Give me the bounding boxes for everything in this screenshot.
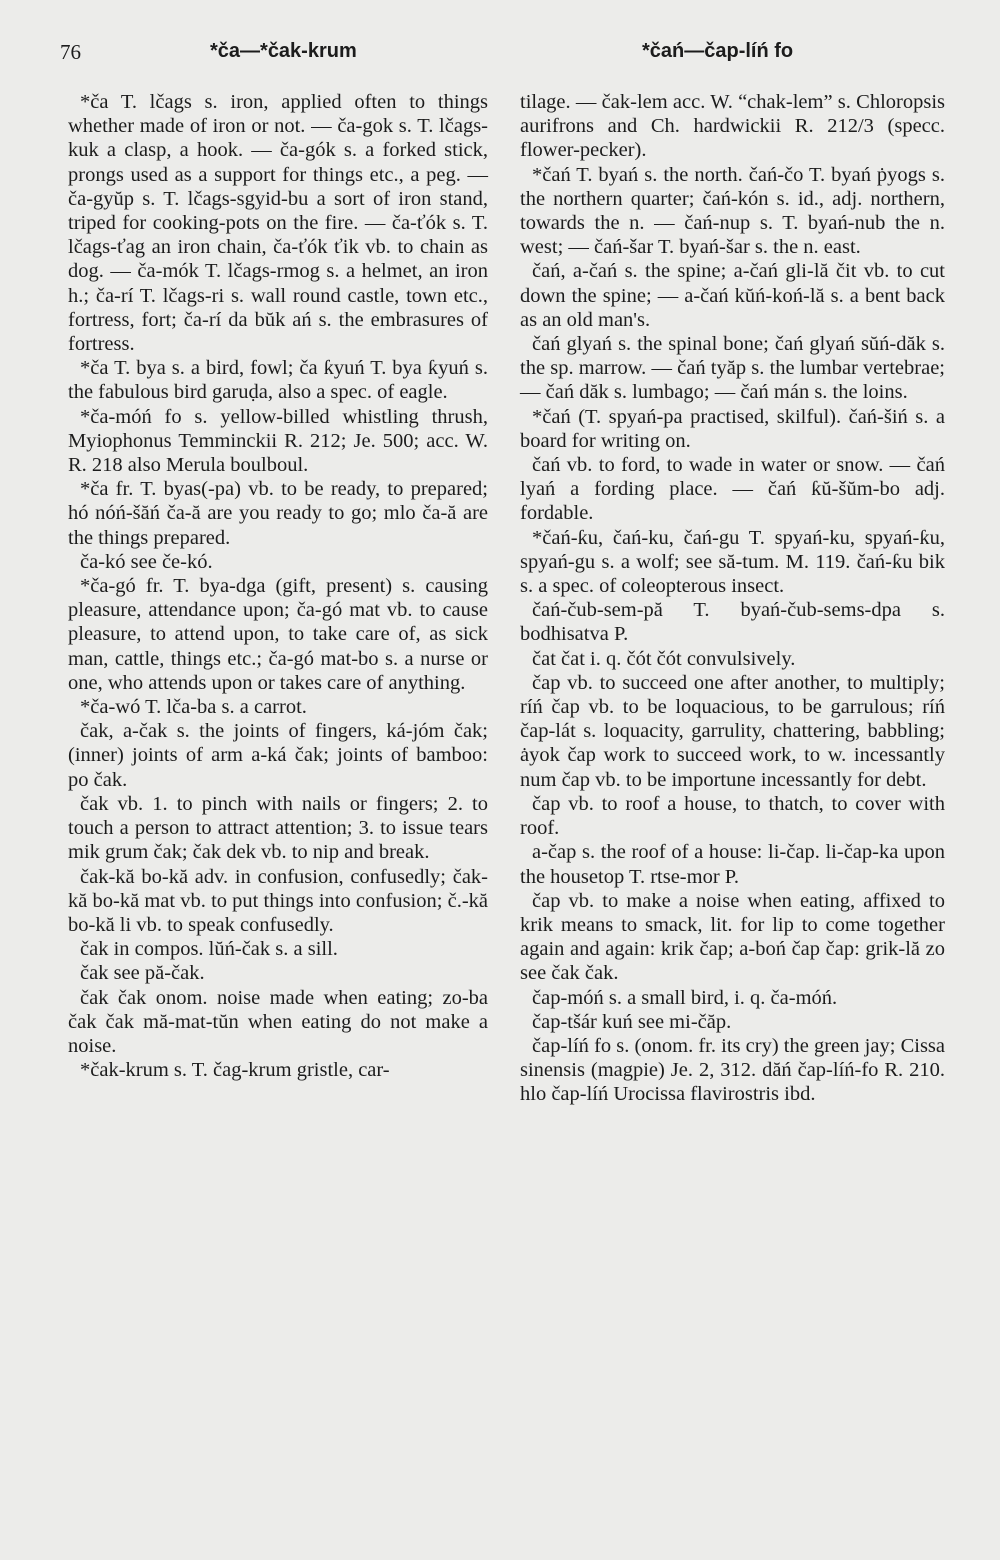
- dictionary-entry: ča-kó see če-kó.: [80, 550, 213, 573]
- dictionary-entry: *ča-gó fr. T. bya-dga (gift, present) s. causing pleasure, attendance upon; ča-gó mat vb. to cause pleasure, to attend upon, to take care of, as sick man, cattle, things etc.; ča-gó mat-bo s. a nurse or one, who attends upon or takes care of anything.: [68, 575, 488, 694]
- dictionary-entry: *čań (T. spyań-pa practised, skilful). čań-šiń s. a board for writing on.: [520, 405, 945, 452]
- dictionary-entry: *čań T. byań s. the north. čań-čo T. byań ṗyogs s. the northern quarter; čań-kón s. id., adj. northern, towards the n. — čań-nup s. T. byań-nub the n. west; — čań-šar T. byań-šar s. the n. east.: [520, 163, 945, 259]
- dictionary-entry: čań, a-čań s. the spine; a-čań gli-lă čit vb. to cut down the spine; — a-čań kŭń-koń-lă s. a bent back as an old man's.: [520, 260, 945, 331]
- page-header: [60, 40, 940, 80]
- page-number: 76: [60, 40, 81, 64]
- dictionary-entry: čak-kă bo-kă adv. in confusion, confusedly; čak-kă bo-kă mat vb. to put things into confusion; č.-kă bo-kă li vb. to speak confusedly.: [68, 865, 488, 936]
- dictionary-entry: čań vb. to ford, to wade in water or snow. — čań lyań a fording place. — čań ƙŭ-šŭm-bo adj. fordable.: [520, 454, 945, 525]
- dictionary-entry: čak in compos. lŭń-čak s. a sill.: [80, 938, 338, 961]
- dictionary-entry: *ča fr. T. byas(-pa) vb. to be ready, to prepared; hó nóń-šăń ča-ă are you ready to go; mlo ča-ă are the things prepared.: [68, 478, 488, 549]
- dictionary-entry: čap-tšár kuń see mi-čăp.: [532, 1010, 732, 1033]
- dictionary-entry: čap-líń fo s. (onom. fr. its cry) the green jay; Cissa sinensis (magpie) Je. 2, 312. dăń čap-líń-fo R. 210. hlo čap-líń Urocissa flavirostris ibd.: [520, 1034, 945, 1106]
- dictionary-entry: *ča-móń fo s. yellow-billed whistling thrush, Myiophonus Temminckii R. 212; Je. 500; acc. W. R. 218 also Merula boulboul.: [68, 405, 488, 477]
- dictionary-entry: *ča-wó T. lča-ba s. a carrot.: [80, 696, 307, 719]
- dictionary-entry: čak čak onom. noise made when eating; zo-ba čak čak mă-mat-tŭn when eating do not make a noise.: [68, 986, 488, 1057]
- dictionary-entry: čak see pă-čak.: [80, 962, 205, 985]
- dictionary-entry: *ča T. bya s. a bird, fowl; ča ƙyuń T. bya ƙyuń s. the fabulous bird garuḍa, also a spec. of eagle.: [68, 357, 488, 404]
- dictionary-entry: *čań-ƙu, čań-ku, čań-gu T. spyań-ku, spyań-ƙu, spyań-gu s. a wolf; see să-tum. M. 119. čań-ƙu bik s. a spec. of coleopterous insect.: [520, 526, 945, 598]
- dictionary-entry: čak vb. 1. to pinch with nails or fingers; 2. to touch a person to attract attention; 3. to issue tears mik grum čak; čak dek vb. to nip and break.: [68, 792, 488, 864]
- dictionary-entry: čań glyań s. the spinal bone; čań glyań sŭń-dăk s. the sp. marrow. — čań tyăp s. the lumbar vertebrae; — čań dăk s. lumbago; — čań mán s. the loins.: [520, 333, 945, 404]
- dictionary-entry: čat čat i. q. čót čót convulsively.: [532, 647, 796, 670]
- dictionary-entry: *čak-krum s. T. čag-krum gristle, car-: [80, 1059, 390, 1082]
- dictionary-entry: čań-čub-sem-pă T. byań-čub-sems-dpa s. bodhisatva P.: [520, 599, 945, 646]
- dictionary-entry: čap vb. to roof a house, to thatch, to cover with roof.: [520, 792, 945, 840]
- left-guide-word: *ča—*čak-krum: [210, 40, 357, 62]
- dictionary-entry: čak, a-čak s. the joints of fingers, ká-jóm čak; (inner) joints of arm a-ká čak; joints of bamboo: po čak.: [68, 720, 488, 791]
- dictionary-entry: tilage. — čak-lem acc. W. “chak-lem” s. Chloropsis aurifrons and Ch. hardwickii R. 212/3 (specc. flower-pecker).: [520, 91, 945, 162]
- dictionary-entry: a-čap s. the roof of a house: li-čap. li-čap-ka upon the housetop T. rtse-mor P.: [520, 841, 945, 888]
- dictionary-entry: čap vb. to make a noise when eating, affixed to krik means to smack, lit. for lip to come together again and again: krik čap; a-boń čap čap: grik-lă zo see čak čak.: [520, 889, 945, 985]
- right-column: [520, 90, 945, 1107]
- right-guide-word: *čań—čap-líń fo: [642, 40, 794, 62]
- left-column: [68, 90, 488, 1082]
- dictionary-entry: *ča T. lčags s. iron, applied often to things whether made of iron or not. — ča-gok s. T. lčags-kuk a clasp, a hook. — ča-gók s. a forked stick, prongs used as a support for things etc., a peg. — ča-gyŭp s. T. lčags-sgyid-bu a sort of iron stand, triped for cooking-pots on the fire. — ča-ťók s. T. lčags-ťag an iron chain, ča-ťók ťik vb. to chain as dog. — ča-mók T. lčags-rmog s. a helmet, an iron h.; ča-rí T. lčags-ri s. wall round castle, town etc., fortress, fort; ča-rí da bŭk ań s. the embrasures of fortress.: [68, 91, 488, 356]
- dictionary-entry: čap vb. to succeed one after another, to multiply; ríń čap vb. to be loquacious, to be garrulous; ríń čap-lát s. loquacity, garrulity, chattering, babbling; ȧyok čap work to succeed work, to w. incessantly num čap vb. to be importune incessantly for debt.: [520, 671, 945, 791]
- dictionary-entry: čap-móń s. a small bird, i. q. ča-móń.: [532, 986, 838, 1009]
